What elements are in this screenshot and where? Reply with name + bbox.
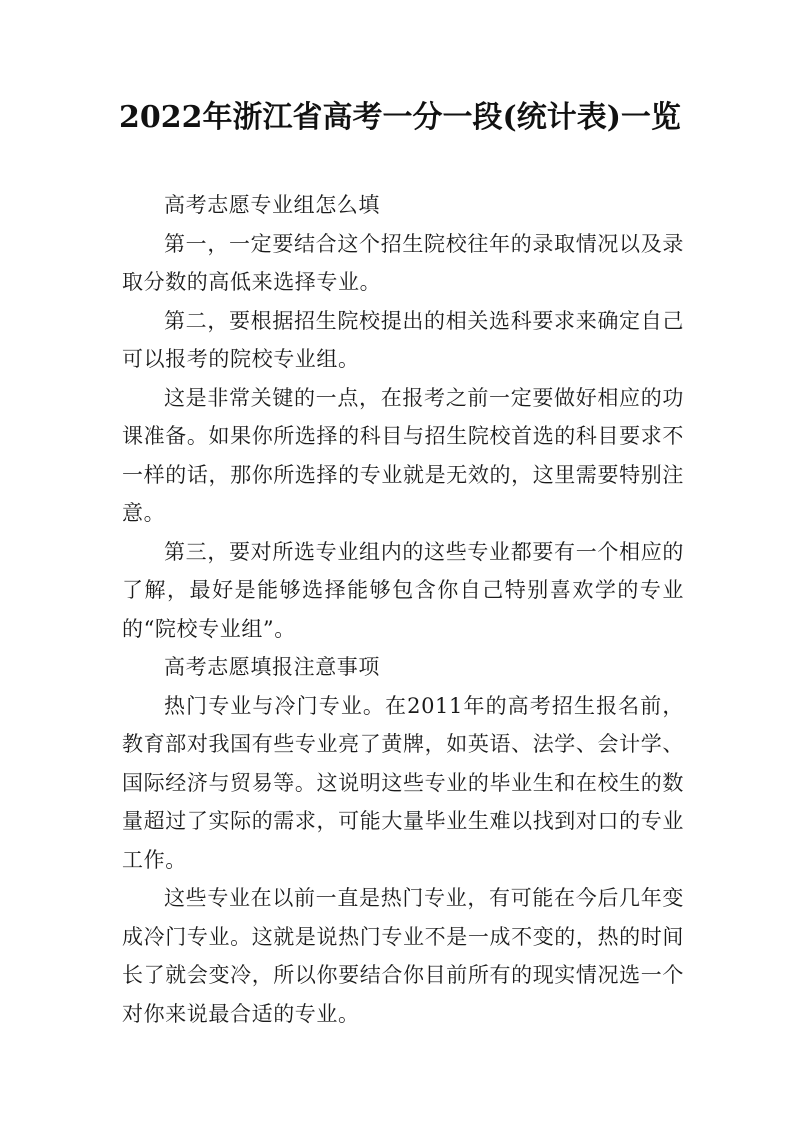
paragraph-first-point: 第一，一定要结合这个招生院校往年的录取情况以及录取分数的高低来选择专业。: [122, 231, 684, 294]
paragraph-majors-change: 这些专业在以前一直是热门专业，有可能在今后几年变成冷门专业。这就是说热门专业不是一成不变的，热的时间长了就会变冷，所以你要结合你目前所有的现实情况选一个对你来说最合适的专业。: [122, 886, 684, 1026]
paragraph-second-point: 第二，要根据招生院校提出的相关选科要求来确定自己可以报考的院校专业组。: [122, 308, 684, 371]
paragraph-hot-cold-majors: 热门专业与冷门专业。在2011年的高考招生报名前，教育部对我国有些专业亮了黄牌，如英语、法学、会计学、国际经济与贸易等。这说明这些专业的毕业生和在校生的数量超过了实际的需求，可能大量毕业生难以找到对口的专业工作。: [122, 693, 684, 872]
paragraph-third-point: 第三，要对所选专业组内的这些专业都要有一个相应的了解，最好是能够选择能够包含你自己特别喜欢学的专业的“院校专业组”。: [122, 539, 684, 641]
document-title: 2022年浙江省高考一分一段(统计表)一览: [119, 100, 681, 135]
section-heading-fill-method: 高考志愿专业组怎么填: [164, 193, 380, 217]
paragraph-key-point: 这是非常关键的一点，在报考之前一定要做好相应的功课准备。如果你所选择的科目与招生院校首选的科目要求不一样的话，那你所选择的专业就是无效的，这里需要特别注意。: [122, 385, 684, 525]
document-body: [122, 186, 684, 1033]
section-heading-notes: 高考志愿填报注意事项: [164, 655, 380, 679]
